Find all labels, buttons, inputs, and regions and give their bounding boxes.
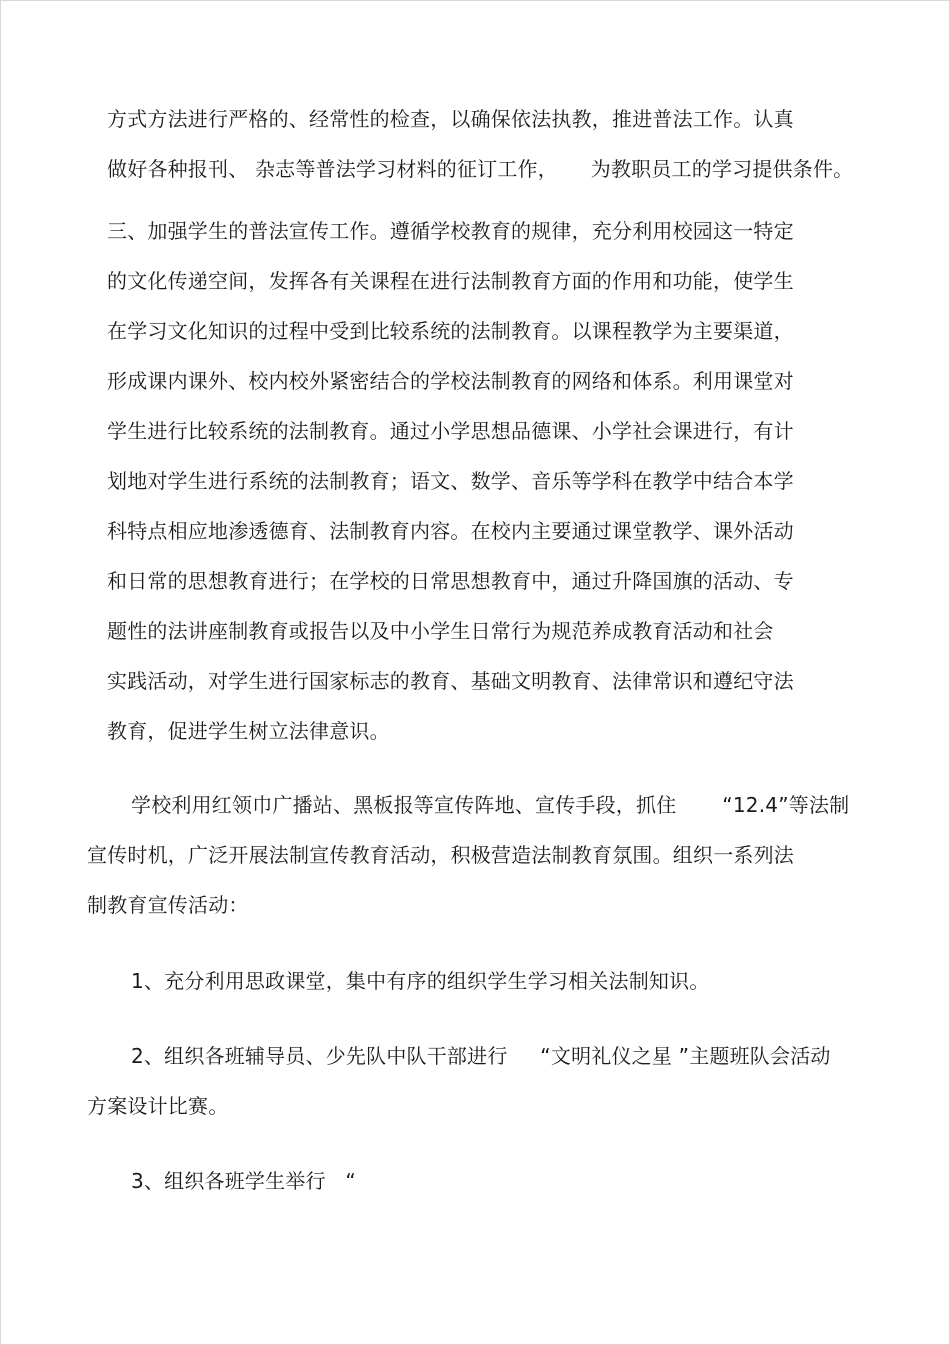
para1-line-2: 做好各种报刊、 杂志等普法学习材料的征订工作， 为教职员工的学习提供条件。 [107, 157, 854, 181]
list-item-2-line-1: 2、组织各班辅导员、少先队中队干部进行 “文明礼仪之星 ”主题班队会活动 [131, 1044, 831, 1068]
list-item-3: 3、组织各班学生举行 “ [131, 1169, 356, 1193]
para2-line-11: 教育，促进学生树立法律意识。 [107, 719, 390, 743]
para2-line-6: 划地对学生进行系统的法制教育；语文、数学、音乐等学科在教学中结合本学 [107, 469, 794, 493]
list-item-1: 1、充分利用思政课堂，集中有序的组织学生学习相关法制知识。 [131, 969, 710, 993]
para3-line-1: 学校利用红领巾广播站、黑板报等宣传阵地、宣传手段，抓住 “12.4”等法制 [131, 793, 850, 817]
para2-line-7: 科特点相应地渗透德育、法制教育内容。在校内主要通过课堂教学、课外活动 [107, 519, 794, 543]
para2-line-8: 和日常的思想教育进行；在学校的日常思想教育中，通过升降国旗的活动、专 [107, 569, 794, 593]
para3-line-2: 宣传时机，广泛开展法制宣传教育活动，积极营造法制教育氛围。组织一系列法 [87, 843, 794, 867]
list-item-2-line-2: 方案设计比赛。 [87, 1094, 229, 1118]
para2-line-1: 三、加强学生的普法宣传工作。遵循学校教育的规律，充分利用校园这一特定 [107, 219, 794, 243]
para2-line-3: 在学习文化知识的过程中受到比较系统的法制教育。以课程教学为主要渠道， [107, 319, 794, 343]
para2-line-10: 实践活动，对学生进行国家标志的教育、基础文明教育、法律常识和遵纪守法 [107, 669, 794, 693]
para2-line-9: 题性的法讲座制教育或报告以及中小学生日常行为规范养成教育活动和社会 [107, 619, 774, 643]
para2-line-4: 形成课内课外、校内校外紧密结合的学校法制教育的网络和体系。利用课堂对 [107, 369, 794, 393]
para1-line-1: 方式方法进行严格的、经常性的检查，以确保依法执教，推进普法工作。认真 [107, 107, 794, 131]
para3-line-3: 制教育宣传活动： [87, 893, 249, 917]
para2-line-5: 学生进行比较系统的法制教育。通过小学思想品德课、小学社会课进行，有计 [107, 419, 794, 443]
para2-line-2: 的文化传递空间，发挥各有关课程在进行法制教育方面的作用和功能，使学生 [107, 269, 794, 293]
